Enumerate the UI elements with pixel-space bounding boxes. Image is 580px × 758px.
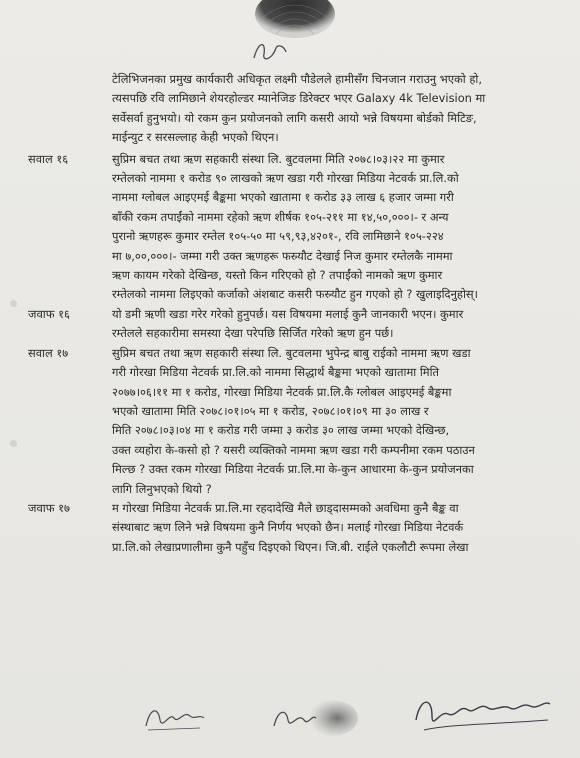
signature-middle [270,696,360,740]
text-line: सुप्रिम बचत तथा ऋण सहकारी संस्था लि. बुटवलमा मिति २०७८।०३।२२ मा कुमार [112,151,445,166]
text-line: रम्तेलको नाममा १ करोड ९० लाखको ऋण खडा गरी गोरखा मिडिया नेटवर्क प्रा.लि.को [112,171,459,186]
text-line: लागि लिनुभएको थियो ? [112,481,212,496]
answer-17-block [0,499,580,557]
top-signature [250,38,290,64]
answer-16-block [0,305,580,344]
text-line: उक्त व्यहोरा के-कसो हो ? यसरी व्यक्तिको नाममा ऋण खडा गरी कम्पनीमा रकम पठाउन [112,442,475,457]
question-17-block [0,344,580,499]
intro-line: त्यसपछि रवि लामिछाने शेयरहोल्डर म्यानेजिङ डिरेक्टर भएर Galaxy 4k Television मा [112,91,486,106]
intro-paragraph [112,70,542,148]
document-body [0,70,580,557]
text-line: नाममा ग्लोबल आइएमई बैङ्कमा भएको खातामा १ करोड ३३ लाख ६ हजार जम्मा गरी [112,190,454,205]
text-line: मा ७,००,०००।- जम्मा गरी उक्त ऋणहरू फस्र्यौट देखाई निज कुमार रम्तेलकै नाममा [112,248,453,263]
question-17-text [112,344,542,499]
answer-16-label: जवाफ १६ [28,306,70,321]
text-line: पुरानो ऋणहरू कुमार रम्तेल १०५-५० मा ५९,९३,४२०१-, रवि लामिछाने १०५-२२४ [112,229,444,244]
signature-right [410,690,560,744]
intro-line: सर्वेसर्वा हुनुभयो। यो रकम कुन प्रयोजनको लागि कसरी आयो भन्ने विषयमा बोर्डको मिटिङ, [112,110,477,125]
text-line: प्रा.लि.को लेखाप्रणालीमा कुनै पहुँच दिइएको थिएन। जि.बी. राईले एकलौटी रूपमा लेखा [112,539,469,554]
text-line: रम्तेलको नाममा लिइएको कर्जाको अंशबाट कसरी फस्र्यौट हुन गएको हो ? खुलाइदिनुहोस्। [112,287,478,302]
text-line: २०७७।०६।११ मा १ करोड, गोरखा मिडिया नेटवर्क प्रा.लि.कै ग्लोबल आइएमई बैङ्कमा [112,384,452,399]
text-line: बाँकी रकम तपाईंको नाममा रहेको ऋण शीर्षक १०५-२११ मा १४,५०,०००।- र अन्य [112,209,449,224]
question-16-text [112,150,542,305]
intro-line: माईन्युट र सरसल्लाह केही भएको थिएन। [112,130,279,145]
question-16-block [0,150,580,305]
text-line: सुप्रिम बचत तथा ऋण सहकारी संस्था लि. बुटवलमा भुपेन्द्र बाबु राईको नाममा ऋण खडा [112,345,471,360]
signature-left [140,698,210,738]
text-line: यो डमी ऋणी खडा गरेर गरेको हुनुपर्छ। यस विषयमा मलाई कुनै जानकारी भएन। कुमार [112,306,464,321]
intro-line: टेलिभिजनका प्रमुख कार्यकारी अधिकृत लक्ष्मी पौडेलले हामीसँग चिनजान गराउनु भएको हो, [112,72,482,86]
answer-17-label: जवाफ १७ [28,500,70,515]
text-line: मिल्छ ? उक्त रकम गोरखा मिडिया नेटवर्क प्रा.लि.मा के-कुन आधारमा के-कुन प्रयोजनका [112,462,474,477]
text-line: रम्तेलले सहकारीमा समस्या देखा परेपछि सिर्जित गरेको ऋण हुन पर्छ। [112,326,394,341]
text-line: संस्थाबाट ऋण लिने भन्ने विषयमा कुनै निर्णय भएको छैन। मलाई गोरखा मिडिया नेटवर्क [112,520,464,535]
answer-17-text [112,499,542,557]
text-line: म गोरखा मिडिया नेटवर्क प्रा.लि.मा रहदादेखि मैले छाड्दासम्मको अवधिमा कुनै बैङ्क वा [112,500,459,515]
question-16-label: सवाल १६ [28,151,69,166]
text-line: ऋण कायम गरेको देखिन्छ, यस्तो किन गरिएको हो ? तपाईंको नामको ऋण कुमार [112,268,443,283]
text-line: भएको खातामा मिति २०७८।०१।०५ मा १ करोड, २०७८।०१।०९ मा ३० लाख र [112,403,429,418]
answer-16-text [112,305,542,344]
text-line: मिति २०७८।०३।०४ मा १ करोड गरी जम्मा ३ करोड ३० लाख जम्मा भएको देखिन्छ, [112,423,450,438]
signatures-row [0,690,580,750]
question-17-label: सवाल १७ [28,345,69,360]
text-line: गरी गोरखा मिडिया नेटवर्क प्रा.लि.को नाममा सिद्धार्थ बैङ्कमा भएको खातामा मिति [112,365,440,380]
